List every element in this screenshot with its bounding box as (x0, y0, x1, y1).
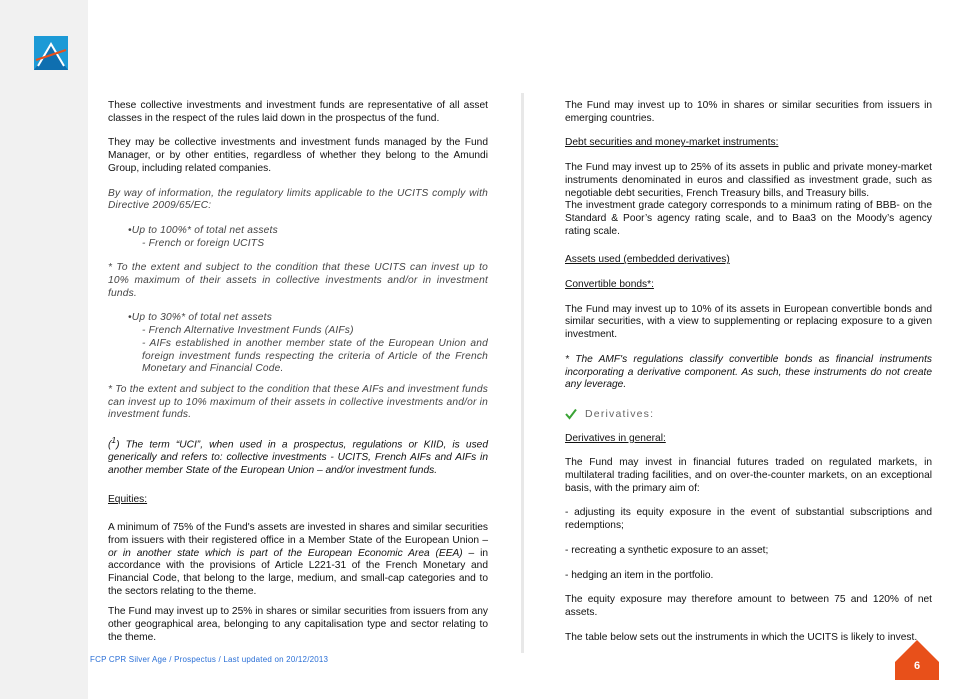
sidebar-band (0, 0, 88, 699)
section-heading-convertible: Convertible bonds*: (565, 279, 654, 291)
paragraph: These collective investments and investment funds are representative of all asset classes in the respect of the rules laid down in the prospectus of the fund. (108, 100, 488, 124)
list-item: - hedging an item in the portfolio. (565, 569, 714, 581)
footnote-mark: 1 (111, 435, 117, 446)
paragraph: The Fund may invest up to 10% in shares or similar securities from issuers in emerging countries. (565, 100, 932, 124)
section-heading-debt: Debt securities and money-market instruments: (565, 137, 779, 149)
list-item: - adjusting its equity exposure in the event of substantial subscriptions and redemptions; (565, 507, 932, 532)
paragraph: They may be collective investments and investment funds managed by the Fund Manager, or by other entities, regardless of whether they belong to the Amundi Group, including related companies. (108, 137, 488, 174)
note: * To the extent and subject to the condition that these UCITS can invest up to 10% maximum of their assets in collective investments and/or in investment funds. (108, 262, 488, 299)
list-item: •Up to 100%* of total net assets (128, 224, 278, 236)
derivatives-heading: Derivatives: (565, 408, 932, 421)
note: * To the extent and subject to the condition that these AIFs and investment funds can invest up to 10% maximum of their assets in collective investments and/or in investment funds. (108, 383, 488, 421)
section-heading-derivatives-general: Derivatives in general: (565, 432, 666, 444)
paragraph: The Fund may invest in financial futures traded on regulated markets, in multilateral trading facilities, and on over-the-counter markets, on an exceptional basis, with the primary aim of: (565, 457, 932, 494)
section-heading-equities: Equities: (108, 493, 148, 505)
paragraph: The table below sets out the instruments in which the UCITS is likely to invest. (565, 631, 918, 643)
page-number-badge (895, 640, 940, 680)
bullet-icon: • (128, 312, 132, 324)
section-heading-embedded: Assets used (embedded derivatives) (565, 254, 730, 266)
left-column (108, 100, 488, 645)
paragraph: A minimum of 75% of the Fund's assets are invested in shares and similar securities from issuers with their registered office in a Member State of the European Union – or in another state which is part of the European Economic Area (EEA) – in accordance with the provisions of Article L221-31 of the French Monetary and Financial Code, that belong to the large, medium, and small-cap categories and to the sectors relating to the theme. (108, 522, 488, 597)
page-number: 6 (913, 660, 921, 672)
list-subitem: - AIFs established in another member state of the European Union and foreign investment funds respecting the criteria of Article of the French Monetary and Financial Code. (142, 337, 488, 375)
paragraph: The Fund may invest up to 10% of its assets in European convertible bonds and similar securities, with a view to supplementing or replacing exposure to a given investment. (565, 303, 932, 341)
right-column (565, 100, 932, 644)
bullet-icon: • (128, 224, 132, 236)
paragraph: The Fund may invest up to 25% of its assets in public and private money-market instruments denominated in euros and classified as investment grade, such as negotiable debt securities, French Treasury bills, and Treasury bills. (565, 162, 932, 199)
footer-text: FCP CPR Silver Age / Prospectus / Last updated on 20/12/2013 (90, 655, 329, 664)
list-subitem: - French or foreign UCITS (142, 237, 265, 249)
column-divider (521, 93, 524, 653)
checkmark-icon (565, 408, 577, 420)
list-item: - recreating a synthetic exposure to an asset; (565, 544, 769, 556)
paragraph: The equity exposure may therefore amount to between 75 and 120% of net assets. (565, 594, 932, 618)
logo-icon (34, 36, 68, 70)
paragraph: By way of information, the regulatory limits applicable to the UCITS comply with Directive 2009/65/EC: (108, 187, 488, 212)
list-item: •Up to 30%* of total net assets (128, 312, 272, 324)
paragraph: The investment grade category corresponds to a minimum rating of BBB- on the Standard & Poor’s agency rating scale, and to Baa3 on the Moody’s agency rating scale. (565, 200, 932, 237)
paragraph: The Fund may invest up to 25% in shares or similar securities from issuers from any other geographical area, belonging to any capitalisation type and sector relating to the theme. (108, 606, 488, 643)
note: * The AMF's regulations classify convertible bonds as financial instruments incorporating a derivative component. As such, these instruments do not create any leverage. (565, 353, 932, 391)
footnote: ($^1$) The term “UCI”, when used in a prospectus, regulations or KIID, is used generically and refers to: collective investments - UCITS, French AIFs and AIFs in another member State of the European Union – and/or investment funds. (108, 435, 488, 476)
list-subitem: - French Alternative Investment Funds (AIFs) (142, 325, 354, 337)
